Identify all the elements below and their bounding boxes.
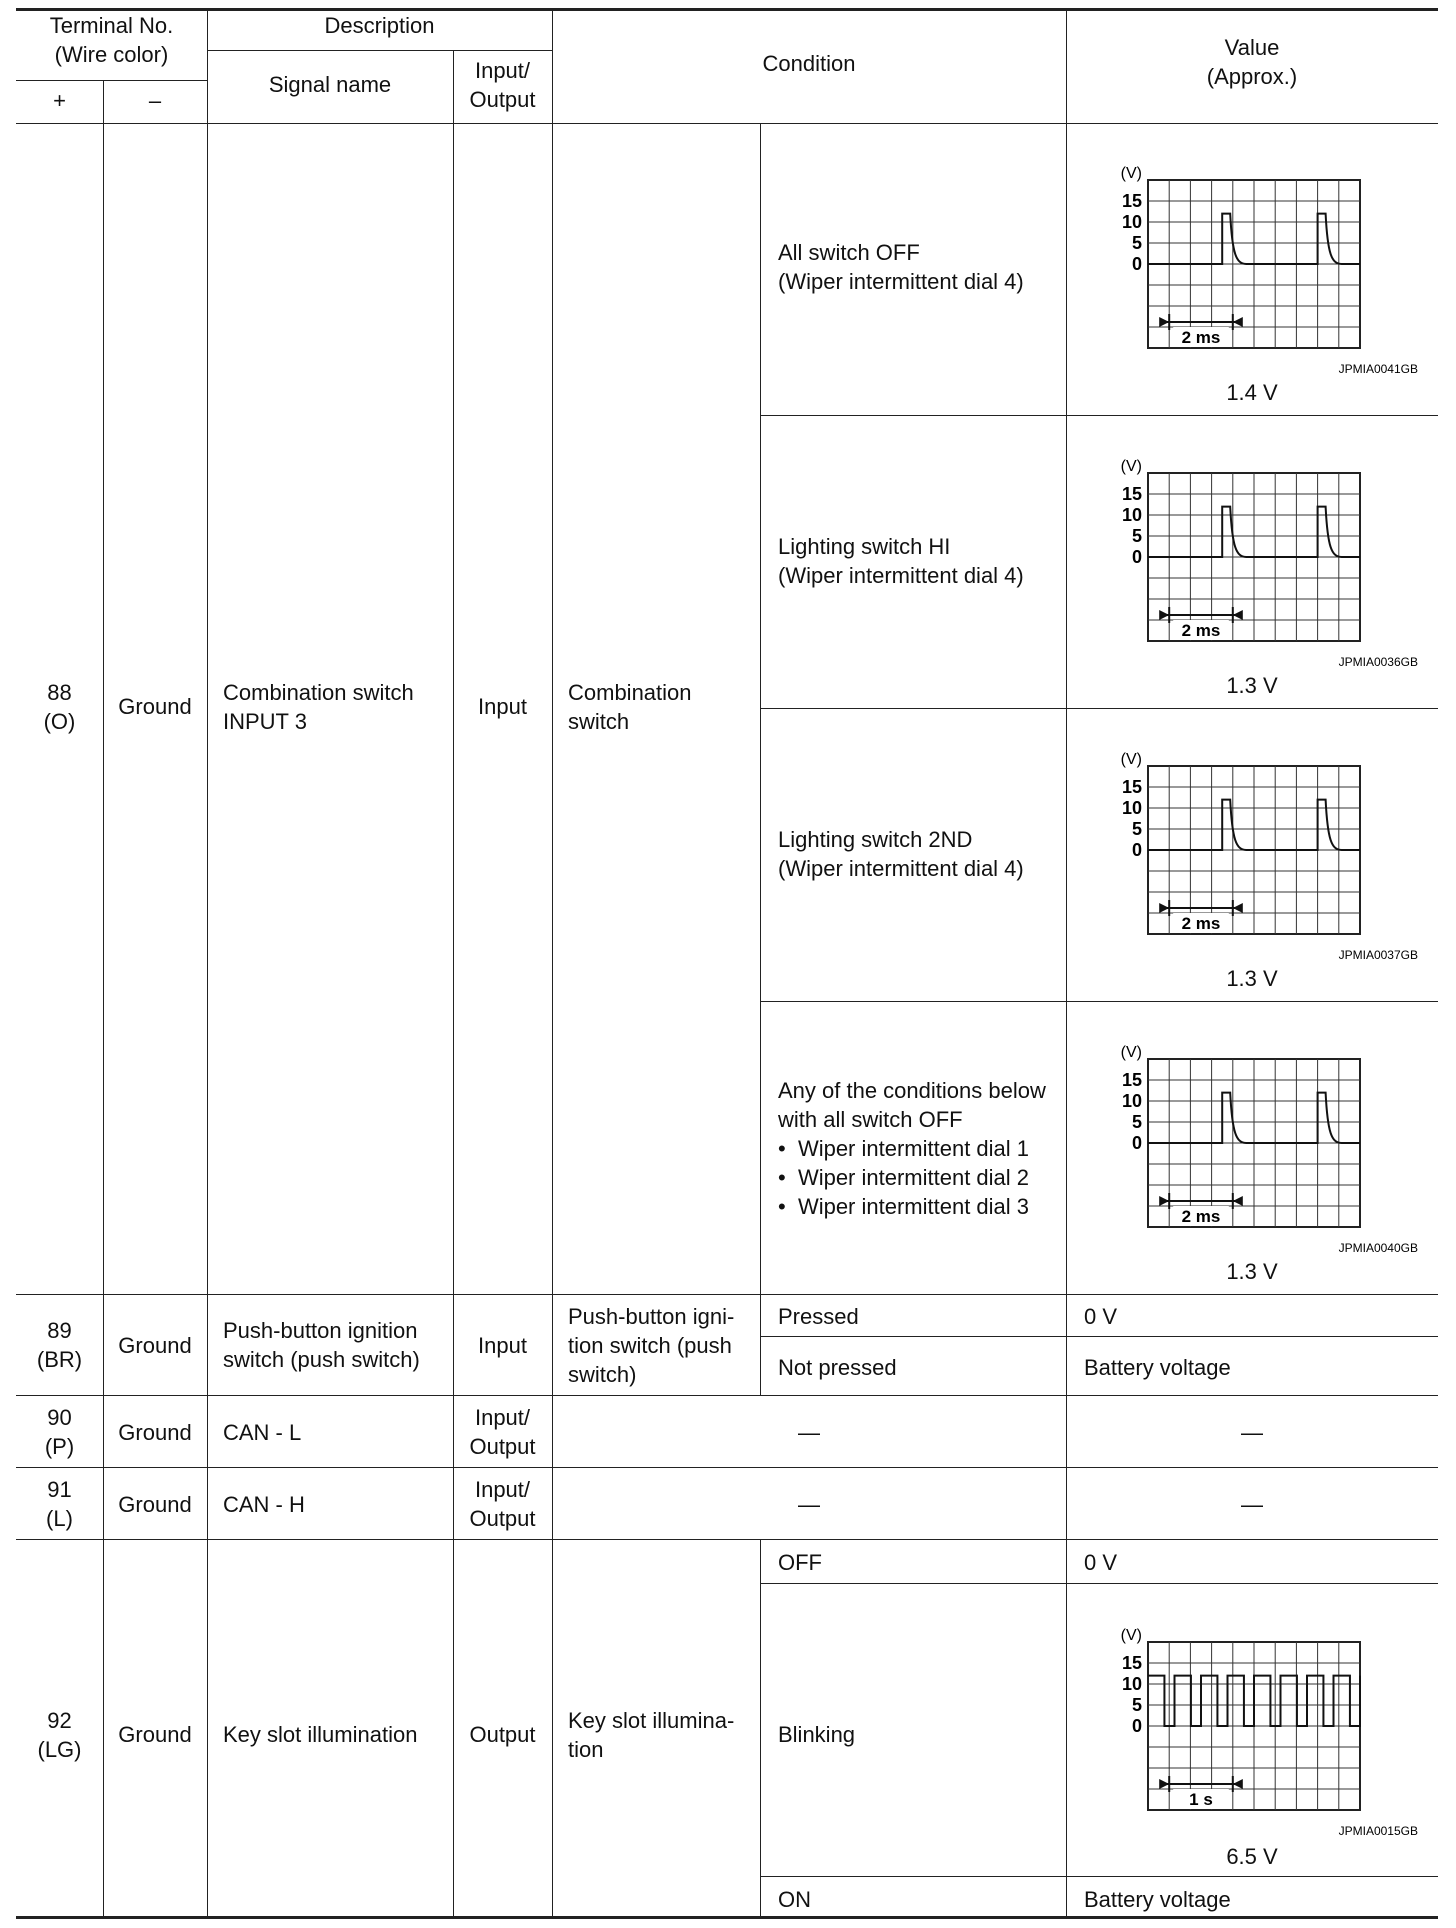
row-divider <box>760 708 1438 709</box>
column-divider <box>1066 8 1067 1918</box>
scope-waveform-trace <box>1148 1676 1360 1726</box>
bullet-text: Wiper intermittent dial 3 <box>797 1194 1030 1219</box>
value-reading: 1.4 V <box>1226 380 1278 405</box>
column-divider <box>453 50 454 1918</box>
header-description: Description <box>324 13 435 38</box>
scope-tick-label: 5 <box>1131 233 1142 253</box>
row-divider <box>16 1539 1438 1540</box>
scope-svg <box>1100 1622 1420 1837</box>
scope-arrowhead <box>1233 317 1243 327</box>
io-type: Output <box>469 1434 536 1459</box>
scope-tick-label: 5 <box>1131 1695 1142 1715</box>
header-minus: – <box>148 88 162 113</box>
wire-color: (P) <box>44 1434 75 1459</box>
scope-tick-label: 10 <box>1121 212 1142 232</box>
oscilloscope-waveform <box>1100 1622 1420 1837</box>
row-divider <box>760 1583 1438 1584</box>
condition-group: switch) <box>568 1362 637 1387</box>
header-divider <box>16 80 207 81</box>
io-type: Output <box>469 1506 536 1531</box>
oscilloscope-waveform <box>1100 160 1420 375</box>
figure-code: JPMIA0015GB <box>1338 1824 1418 1838</box>
scope-arrowhead <box>1159 1196 1169 1206</box>
scope-time-label: 2 ms <box>1181 1207 1221 1226</box>
condition-dash: — <box>798 1420 820 1445</box>
figure-code: JPMIA0041GB <box>1338 362 1418 376</box>
row-divider <box>760 1336 1438 1337</box>
value-reading: 1.3 V <box>1226 966 1278 991</box>
value-dash: — <box>1241 1420 1263 1445</box>
condition-group: switch <box>568 709 630 734</box>
row-divider <box>16 1467 1438 1468</box>
condition-group: Push-button igni- <box>568 1304 735 1329</box>
scope-time-label: 1 s <box>1189 1790 1213 1809</box>
scope-tick-label: 5 <box>1131 819 1142 839</box>
bullet-text: Wiper intermittent dial 2 <box>797 1165 1030 1190</box>
condition-group: tion <box>568 1737 604 1762</box>
scope-arrowhead <box>1233 610 1243 620</box>
wire-color: (L) <box>46 1506 73 1531</box>
scope-arrowhead <box>1233 1196 1243 1206</box>
scope-unit-label: (V) <box>1120 165 1142 182</box>
scope-svg <box>1100 1039 1420 1254</box>
wire-color: (BR) <box>36 1347 83 1372</box>
header-terminal-no: Terminal No. <box>49 13 174 38</box>
scope-unit-label: (V) <box>1120 458 1142 475</box>
signal-name: Push-button ignition <box>223 1318 418 1343</box>
header-divider <box>207 50 552 51</box>
scope-tick-label: 0 <box>1131 1716 1142 1736</box>
condition-state: Pressed <box>778 1304 859 1329</box>
scope-tick-label: 10 <box>1121 505 1142 525</box>
figure-code: JPMIA0040GB <box>1338 1241 1418 1255</box>
condition-state: Blinking <box>778 1722 856 1747</box>
io-type: Input <box>478 694 527 719</box>
scope-tick-label: 0 <box>1131 547 1142 567</box>
scope-tick-label: 15 <box>1121 1653 1142 1673</box>
scope-tick-label: 10 <box>1121 798 1142 818</box>
scope-tick-label: 10 <box>1121 1674 1142 1694</box>
condition-group: Combination <box>568 680 692 705</box>
signal-name: CAN - L <box>223 1420 302 1445</box>
header-plus: + <box>53 88 66 113</box>
header-bottom-border <box>16 123 1438 124</box>
condition-text: with all switch OFF <box>778 1107 963 1132</box>
column-divider <box>103 80 104 1918</box>
scope-arrowhead <box>1159 317 1169 327</box>
terminal-number: 90 <box>47 1405 72 1430</box>
scope-tick-label: 15 <box>1121 484 1142 504</box>
oscilloscope-waveform <box>1100 1039 1420 1254</box>
bullet-item: • Wiper intermittent dial 2 <box>778 1165 1030 1190</box>
value-reading: 6.5 V <box>1226 1844 1278 1869</box>
header-wire-color: (Wire color) <box>54 42 169 67</box>
scope-tick-label: 15 <box>1121 1070 1142 1090</box>
scope-tick-label: 5 <box>1131 526 1142 546</box>
scope-tick-label: 0 <box>1131 840 1142 860</box>
condition-text: (Wiper intermittent dial 4) <box>778 856 1024 881</box>
figure-code: JPMIA0036GB <box>1338 655 1418 669</box>
scope-unit-label: (V) <box>1120 751 1142 768</box>
ground-label: Ground <box>118 1420 192 1445</box>
value-reading: 1.3 V <box>1226 673 1278 698</box>
bullet-item: • Wiper intermittent dial 1 <box>778 1136 1030 1161</box>
condition-dash: — <box>798 1492 820 1517</box>
condition-text: All switch OFF <box>778 240 920 265</box>
scope-time-label: 2 ms <box>1181 328 1221 347</box>
table-bottom-border <box>16 1916 1438 1919</box>
value-reading: 0 V <box>1084 1304 1118 1329</box>
value-reading: 0 V <box>1084 1550 1118 1575</box>
value-reading: Battery voltage <box>1084 1887 1231 1912</box>
bullet-text: Wiper intermittent dial 1 <box>797 1136 1030 1161</box>
condition-group: tion switch (push <box>568 1333 732 1358</box>
scope-svg <box>1100 746 1420 961</box>
ground-label: Ground <box>118 1492 192 1517</box>
header-condition: Condition <box>762 51 856 76</box>
signal-name: switch (push switch) <box>223 1347 420 1372</box>
row-divider <box>760 1001 1438 1002</box>
condition-state: ON <box>778 1887 811 1912</box>
scope-arrowhead <box>1233 903 1243 913</box>
bullet-item: • Wiper intermittent dial 3 <box>778 1194 1030 1219</box>
scope-tick-label: 15 <box>1121 777 1142 797</box>
signal-name: Combination switch <box>223 680 414 705</box>
oscilloscope-waveform <box>1100 453 1420 668</box>
scope-arrowhead <box>1159 1779 1169 1789</box>
oscilloscope-waveform <box>1100 746 1420 961</box>
value-reading: 1.3 V <box>1226 1259 1278 1284</box>
wire-color: (LG) <box>37 1737 82 1762</box>
scope-tick-label: 5 <box>1131 1112 1142 1132</box>
column-divider <box>207 8 208 1918</box>
scope-tick-label: 0 <box>1131 254 1142 274</box>
column-divider <box>760 1539 761 1918</box>
condition-text: Lighting switch 2ND <box>778 827 973 852</box>
scope-time-label: 2 ms <box>1181 914 1221 933</box>
io-type: Input/ <box>474 1477 531 1502</box>
condition-state: Not pressed <box>778 1355 897 1380</box>
scope-tick-label: 0 <box>1131 1133 1142 1153</box>
column-divider <box>552 8 553 1918</box>
condition-group: Key slot illumina- <box>568 1708 735 1733</box>
header-signal-name: Signal name <box>268 72 392 97</box>
terminal-number: 88 <box>47 680 72 705</box>
header-value-line1: Value <box>1224 35 1280 60</box>
condition-state: OFF <box>778 1550 822 1575</box>
scope-arrowhead <box>1159 610 1169 620</box>
signal-name: Key slot illumination <box>223 1722 418 1747</box>
terminal-number: 92 <box>47 1708 72 1733</box>
io-type: Output <box>469 1722 536 1747</box>
scope-tick-label: 15 <box>1121 191 1142 211</box>
io-type: Input <box>478 1333 527 1358</box>
scope-tick-label: 10 <box>1121 1091 1142 1111</box>
condition-text: (Wiper intermittent dial 4) <box>778 563 1024 588</box>
header-io-line1: Input/ <box>474 58 531 83</box>
wire-color: (O) <box>43 709 76 734</box>
scope-unit-label: (V) <box>1120 1627 1142 1644</box>
column-divider <box>760 123 761 1395</box>
signal-name: CAN - H <box>223 1492 305 1517</box>
terminal-number: 91 <box>47 1477 72 1502</box>
value-reading: Battery voltage <box>1084 1355 1231 1380</box>
condition-text: Lighting switch HI <box>778 534 951 559</box>
scope-svg <box>1100 160 1420 375</box>
value-dash: — <box>1241 1492 1263 1517</box>
condition-text: Any of the conditions below <box>778 1078 1046 1103</box>
header-value-line2: (Approx.) <box>1206 64 1298 89</box>
header-io-line2: Output <box>469 87 536 112</box>
scope-arrowhead <box>1233 1779 1243 1789</box>
row-divider <box>760 415 1438 416</box>
scope-time-label: 2 ms <box>1181 621 1221 640</box>
row-divider <box>16 1395 1438 1396</box>
ground-label: Ground <box>118 1333 192 1358</box>
scope-unit-label: (V) <box>1120 1044 1142 1061</box>
ground-label: Ground <box>118 1722 192 1747</box>
figure-code: JPMIA0037GB <box>1338 948 1418 962</box>
signal-name: INPUT 3 <box>223 709 307 734</box>
row-divider <box>760 1876 1438 1877</box>
row-divider <box>16 1294 1438 1295</box>
condition-text: (Wiper intermittent dial 4) <box>778 269 1024 294</box>
terminal-number: 89 <box>47 1318 72 1343</box>
io-type: Input/ <box>474 1405 531 1430</box>
scope-svg <box>1100 453 1420 668</box>
ground-label: Ground <box>118 694 192 719</box>
scope-arrowhead <box>1159 903 1169 913</box>
